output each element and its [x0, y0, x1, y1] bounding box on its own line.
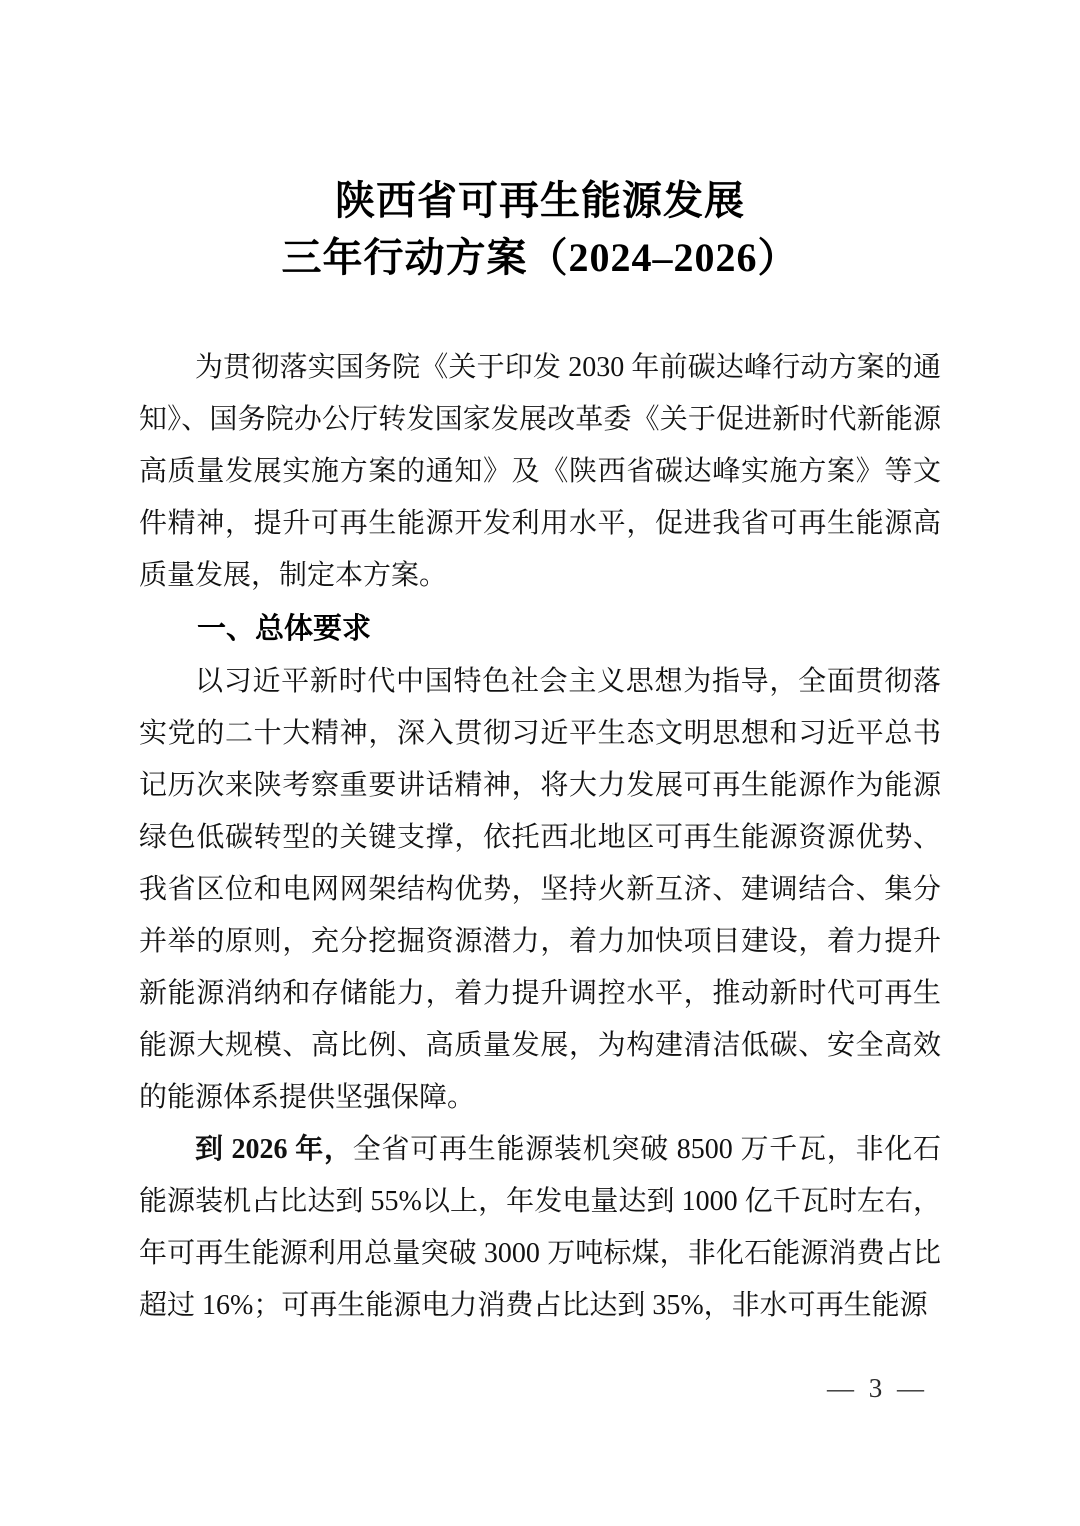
targets-2026-lead: 到 2026 年， [195, 1134, 353, 1165]
intro-paragraph: 为贯彻落实国务院《关于印发 2030 年前碳达峰行动方案的通知》、国务院办公厅转发国家发展改革委《关于促进新时代新能源高质量发展实施方案的通知》及《陕西省碳达峰实施方案》等文件精神，提升可再生能源开发利用水平，促进我省可再生能源高质量发展，制定本方案。 [139, 352, 941, 591]
targets-2026-paragraph [139, 1124, 941, 1332]
document-title [0, 0, 1080, 286]
section-1-heading: 一、总体要求 [197, 613, 372, 645]
document-body [139, 342, 941, 1332]
targets-2026-text: 全省可再生能源装机突破 8500 万千瓦，非化石能源装机占比达到 55%以上，年发电量达到 1000 亿千瓦时左右，年可再生能源利用总量突破 3000 万吨标煤，非化石能源消费占比超过 16%；可再生能源电力消费占比达到 35%，非水可再生能源 [139, 1134, 941, 1321]
guiding-principles-paragraph: 以习近平新时代中国特色社会主义思想为指导，全面贯彻落实党的二十大精神，深入贯彻习近平生态文明思想和习近平总书记历次来陕考察重要讲话精神，将大力发展可再生能源作为能源绿色低碳转型的关键支撑，依托西北地区可再生能源资源优势、我省区位和电网网架结构优势，坚持火新互济、建调结合、集分并举的原则，充分挖掘资源潜力，着力加快项目建设，着力提升新能源消纳和存储能力，着力提升调控水平，推动新时代可再生能源大规模、高比例、高质量发展，为构建清洁低碳、安全高效的能源体系提供坚强保障。 [139, 666, 941, 1113]
page-number: — 3 — [827, 1373, 928, 1403]
title-line-1: 陕西省可再生能源发展 [335, 178, 745, 223]
title-line-2: 三年行动方案（2024–2026） [281, 235, 799, 280]
